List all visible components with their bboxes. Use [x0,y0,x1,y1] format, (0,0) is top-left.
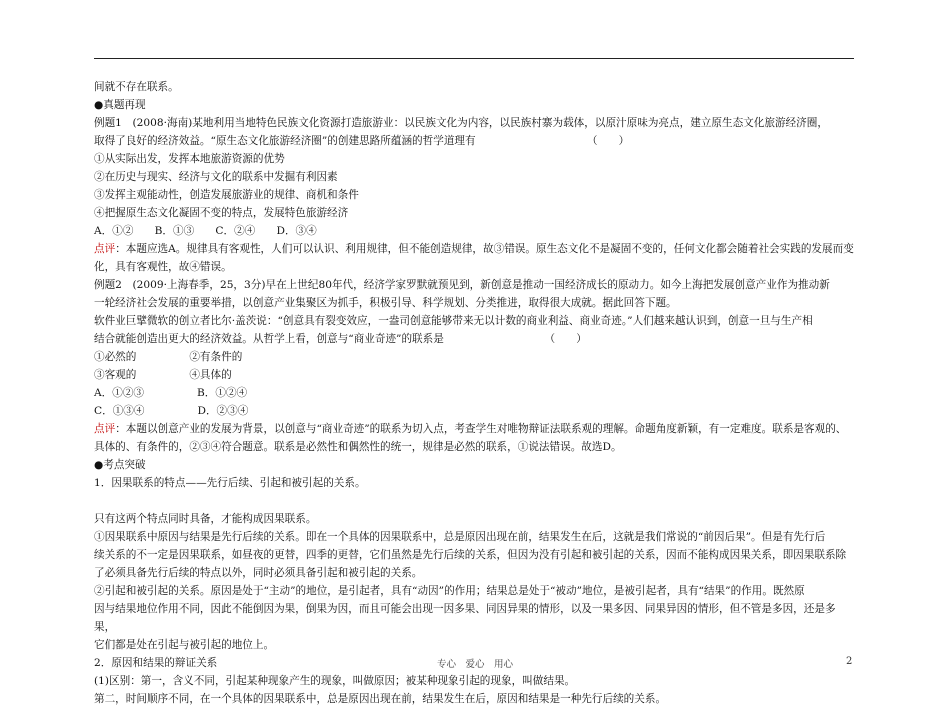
text-line: 它们都是处在引起与被引起的地位上。 [94,639,275,651]
text-line: 取得了良好的经济效益。“原生态文化旅游经济圈”的创建思路所蕴涵的哲学道理有 （ ） [94,135,630,147]
text-line: 具体的、有条件的，②③④符合题意。联系是必然性和偶然性的统一，规律是必然的联系，①说法错误。故选D。 [94,441,622,453]
text-line: 2．原因和结果的辩证关系 [94,657,218,669]
text-line: 结合就能创造出更大的经济效益。从哲学上看，创意与“商业奇迹”的联系是 （ ） [94,333,587,345]
text-line: 软件业巨擘微软的创立者比尔·盖茨说：“创意具有裂变效应，一盎司创意能够带来无以计数的商业利益、商业奇迹。”人们越来越认识到，创意一旦与生产相 [94,315,813,327]
text-line: ①因果联系中原因与结果是先行后续的关系。即在一个具体的因果联系中，总是原因出现在前，结果发生在后，这就是我们常说的“前因后果”。但是有先行后 [94,531,826,543]
header-rule [94,58,854,59]
answer-choices: A．①②③ B．①②④ [94,387,248,399]
comment-text: ：本题以创意产业的发展为背景，以创意与“商业奇迹”的联系为切入点，考查学生对唯物辩证法联系观的理解。命题角度新颖，有一定难度。联系是客观的、 [115,423,847,435]
text-line: 了必须具备先行后续的特点以外，同时必须具备引起和被引起的关系。 [94,567,423,579]
text-line: ②引起和被引起的关系。原因是处于“主动”的地位，是引起者，具有“动因”的作用；结果总是处于“被动”地位，是被引起者，具有“结果”的作用。既然原 [94,585,805,597]
answer-choices: A．①② B．①③ C．②④ D．③④ [94,225,317,237]
text-line: 间就不存在联系。 [94,81,179,93]
comment-label: 点评 [94,423,116,435]
option-line: ①从实际出发，发挥本地旅游资源的优势 [94,153,285,165]
page-number: 2 [846,656,853,667]
text-line: (1)区别：第一，含义不同，引起某种现象产生的现象，叫做原因；被某种现象引起的现象，叫做结果。 [94,675,576,687]
option-line: ②在历史与现实、经济与文化的联系中发掘有利因素 [94,171,338,183]
answer-choices: C．①③④ D．②③④ [94,405,249,417]
section-heading-real-questions: ●真题再现 [94,99,146,111]
text-line: 一轮经济社会发展的重要举措，以创意产业集聚区为抓手，积极引导、科学规划、分类推进，取得很大成就。据此回答下题。 [94,297,677,309]
comment-text: ：本题应选A。规律具有客观性，人们可以认识、利用规律，但不能创造规律，故③错误。原生态文化不是凝固不变的，任何文化都会随着社会实践的发展而变 [115,243,854,255]
text-line: 1．因果联系的特点——先行后续、引起和被引起的关系。 [94,477,366,489]
option-line: ③发挥主观能动性，创造发展旅游业的规律、商机和条件 [94,189,359,201]
option-line: ①必然的 ②有条件的 [94,351,243,363]
comment-label: 点评 [94,243,116,255]
text-line: 只有这两个特点同时具备，才能构成因果联系。 [94,513,317,525]
blank-line [94,492,854,510]
text-line: 例题1 (2008·海南)某地利用当地特色民族文化资源打造旅游业：以民族文化为内容，以民族村寨为载体，以原汁原味为亮点，建立原生态文化旅游经济圈， [94,117,828,129]
comment-line [94,240,854,258]
section-heading-key-points: ●考点突破 [94,459,146,471]
text-line: 因与结果地位作用不同，因此不能倒因为果，倒果为因，而且可能会出现一因多果、同因异果的情形，以及一果多因、同果异因的情形，但不管是多因，还是多果， [94,603,836,633]
text-line: 例题2 (2009·上海春季，25，3分)早在上世纪80年代，经济学家罗默就预见到，新创意是推动一国经济成长的原动力。如今上海把发展创意产业作为推动新 [94,279,830,291]
comment-line [94,420,854,438]
text-line: 第二，时间顺序不同，在一个具体的因果联系中，总是原因出现在前，结果发生在后，原因和结果是一种先行后续的关系。 [94,693,667,705]
page-footer: 专心 爱心 用心 [436,659,513,670]
text-line: 化，具有客观性，故④错误。 [94,261,232,273]
option-line: ④把握原生态文化凝固不变的特点，发展特色旅游经济 [94,207,349,219]
text-line: 续关系的不一定是因果联系，如昼夜的更替，四季的更替，它们虽然是先行后续的关系，但因为没有引起和被引起的关系，因而不能构成因果关系，即因果联系除 [94,549,847,561]
page-content [94,78,854,708]
option-line: ③客观的 ④具体的 [94,369,232,381]
